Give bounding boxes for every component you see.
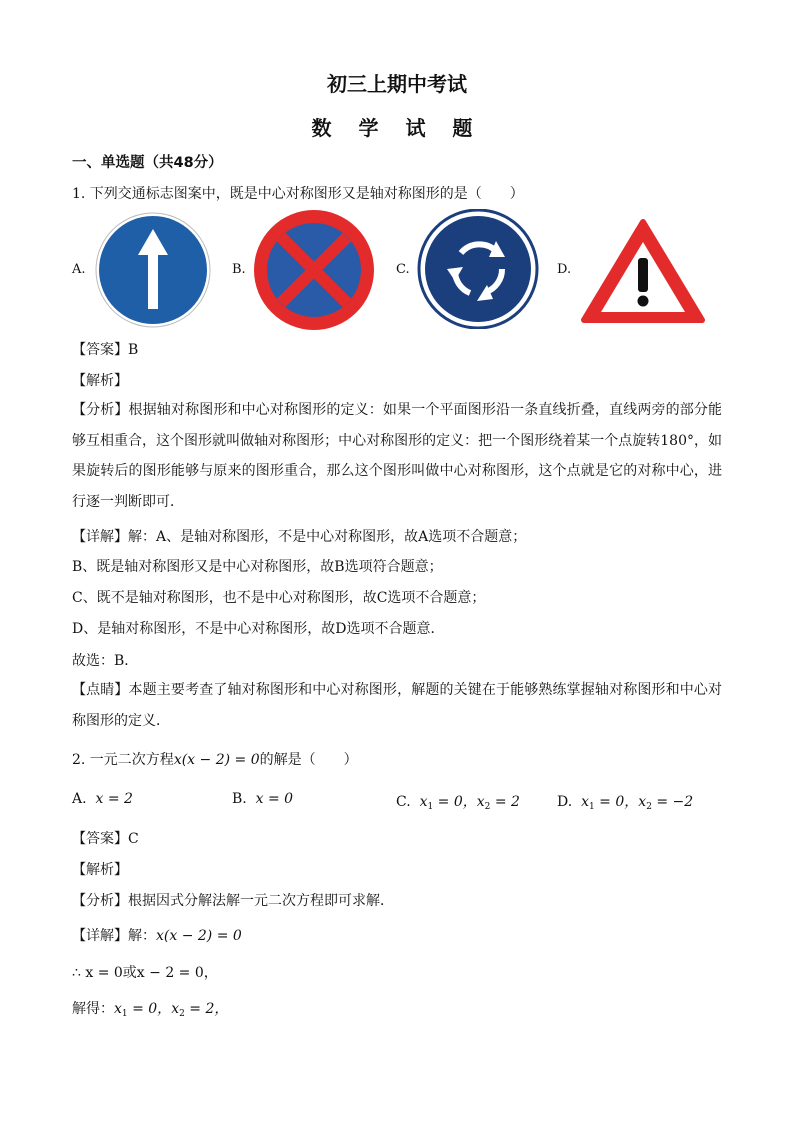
- option-c-label: C.: [396, 794, 411, 810]
- no-stopping-sign-icon: [252, 209, 376, 331]
- question-1-detail-c: C、既不是轴对称图形，也不是中心对称图形，故C选项不合题意；: [72, 590, 486, 606]
- question-1-detail-a: 【详解】解：A、是轴对称图形，不是中心对称图形，故A选项不合题意；: [72, 529, 527, 545]
- question-2-solution: [72, 998, 228, 1019]
- question-2-detail-equation: x(x − 2) = 0: [156, 928, 242, 944]
- option-c-label: C.: [396, 262, 410, 277]
- question-2-analysis: 【分析】根据因式分解法解一元二次方程即可求解．: [72, 893, 394, 909]
- question-2-solution-value: $x_1 = 0$，$x_2 = 2$，: [114, 1001, 229, 1019]
- question-1-comment: 【点睛】本题主要考查了轴对称图形和中心对称图形，解题的关键在于能够熟练掌握轴对称图形和中心对称图形的定义．: [72, 682, 722, 729]
- question-2-equation: x(x − 2) = 0: [173, 752, 260, 768]
- exam-title: 初三上期中考试: [327, 72, 467, 96]
- question-2-stem-prefix: 2. 一元二次方程: [72, 752, 174, 768]
- question-2-solution-prefix: 解得：: [72, 1001, 114, 1017]
- exam-subtitle: 数 学 试 题: [311, 116, 483, 140]
- section-heading: 一、单选题（共48分）: [72, 155, 223, 171]
- question-2-therefore: ∴ x = 0或x − 2 = 0，: [72, 965, 218, 981]
- question-2-stem-suffix: 的解是（ ）: [259, 752, 358, 768]
- question-1-stem: 1. 下列交通标志图案中，既是中心对称图形又是轴对称图形的是（ ）: [72, 186, 524, 202]
- question-2-detail-prefix: 【详解】解：: [72, 928, 156, 944]
- option-d-label: D.: [557, 794, 573, 810]
- option-d-value: $x_1 = 0$，$x_2 = -2$: [581, 794, 694, 812]
- option-b-value: x = 0: [255, 791, 294, 807]
- question-2-detail: [72, 925, 242, 945]
- question-2-stem: [72, 749, 358, 769]
- question-1-detail-d: D、是轴对称图形，不是中心对称图形，故D选项不合题意．: [72, 621, 445, 637]
- question-1-answer: 【答案】B: [72, 342, 139, 358]
- question-1-analysis-label: 【解析】: [72, 373, 128, 389]
- warning-triangle-sign-icon: [580, 218, 706, 324]
- question-2-option-b: [232, 791, 293, 807]
- question-1-choice: 故选：B．: [72, 653, 139, 669]
- question-1-analysis: 【分析】根据轴对称图形和中心对称图形的定义：如果一个平面图形沿一条直线折叠，直线两旁的部分能够互相重合，这个图形就叫做轴对称图形；中心对称图形的定义：把一个图形绕着某一个点旋转180°，如果旋转后的图形能够与原来的图形重合，那么这个图形叫做中心对称图形，这个点就是它的对称中心，进行逐一判断即可．: [72, 402, 722, 510]
- option-b-label: B.: [232, 262, 246, 277]
- question-1-detail-b: B、既是轴对称图形又是中心对称图形，故B选项符合题意；: [72, 559, 443, 575]
- roundabout-sign-icon: [417, 209, 539, 329]
- option-a-value: x = 2: [95, 791, 133, 807]
- option-b-label: B.: [232, 791, 247, 807]
- question-2-option-c: [396, 791, 520, 812]
- question-2-option-d: [557, 791, 693, 812]
- option-a-label: A.: [72, 791, 87, 807]
- up-arrow-sign-icon: [92, 211, 214, 329]
- option-d-label: D.: [557, 262, 572, 277]
- question-2-analysis-label: 【解析】: [72, 862, 128, 878]
- question-2-answer: 【答案】C: [72, 831, 139, 847]
- question-2-option-a: [72, 791, 133, 807]
- option-c-value: $x_1 = 0$，$x_2 = 2$: [419, 794, 520, 812]
- option-a-label: A.: [72, 262, 86, 277]
